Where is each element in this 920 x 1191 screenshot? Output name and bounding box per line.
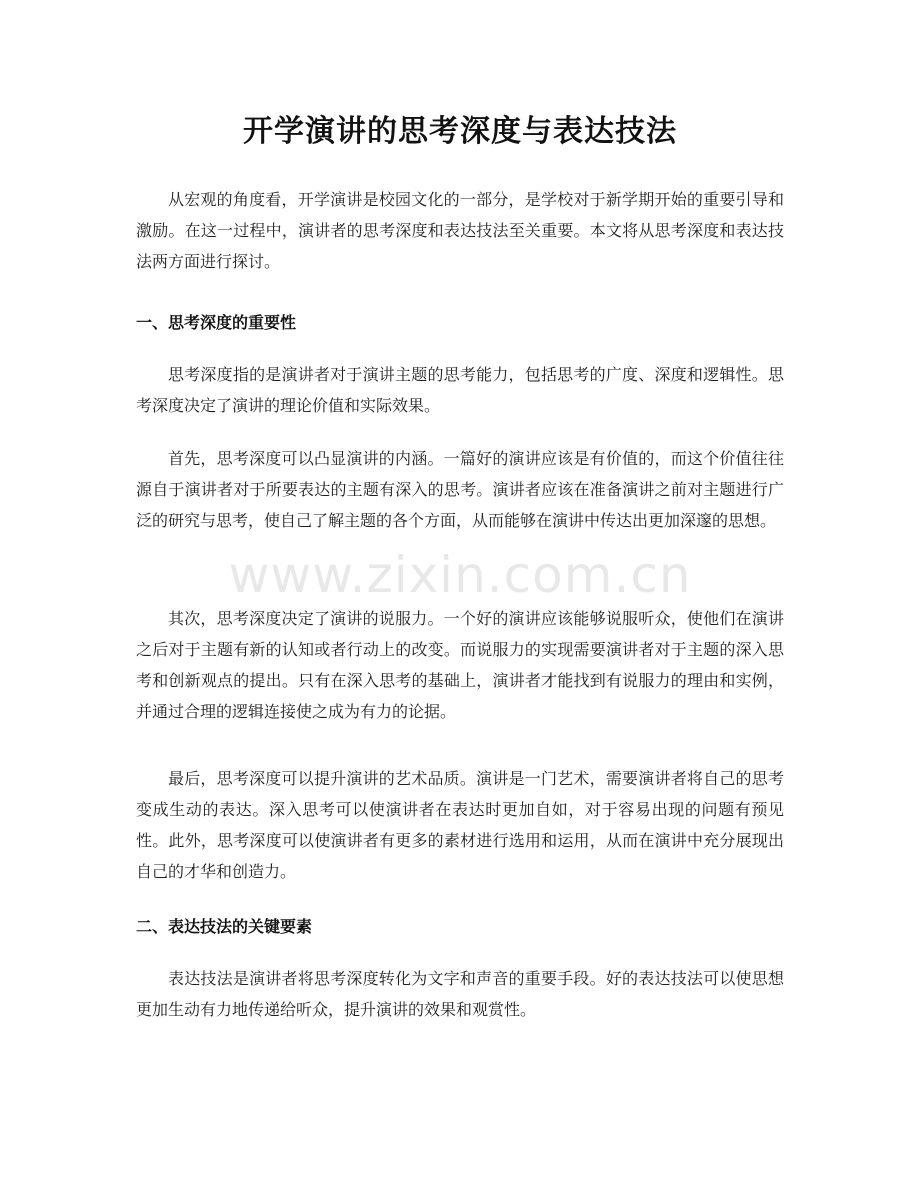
section1-paragraph-3: 其次，思考深度决定了演讲的说服力。一个好的演讲应该能够说服听众，使他们在演讲之后对于主题有新的认知或者行动上的改变。而说服力的实现需要演讲者对于主题的深入思考和创新观点的提出。只有在深入思考的基础上，演讲者才能找到有说服力的理由和实例，并通过合理的逻辑连接使之成为有力的论据。	[136, 609, 784, 721]
section-heading-1: 一、思考深度的重要性	[136, 313, 297, 332]
section1-paragraph-2: 首先，思考深度可以凸显演讲的内涵。一篇好的演讲应该是有价值的，而这个价值往往源自于演讲者对于所要表达的主题有深入的思考。演讲者应该在准备演讲之前对主题进行广泛的研究与思考，使自己了解主题的各个方面，从而能够在演讲中传达出更加深邃的思想。	[136, 449, 784, 530]
section-heading-2: 二、表达技法的关键要素	[136, 917, 313, 936]
watermark-text: www.zixin.com.cn	[228, 546, 692, 604]
section2-paragraph-1: 表达技法是演讲者将思考深度转化为文字和声音的重要手段。好的表达技法可以使思想更加生动有力地传递给听众，提升演讲的效果和观赏性。	[136, 969, 784, 1019]
page-title: 开学演讲的思考深度与表达技法	[243, 114, 677, 149]
intro-paragraph: 从宏观的角度看，开学演讲是校园文化的一部分，是学校对于新学期开始的重要引导和激励。在这一过程中，演讲者的思考深度和表达技法至关重要。本文将从思考深度和表达技法两方面进行探讨。	[136, 190, 784, 271]
section1-paragraph-1: 思考深度指的是演讲者对于演讲主题的思考能力，包括思考的广度、深度和逻辑性。思考深度决定了演讲的理论价值和实际效果。	[136, 365, 784, 415]
section1-paragraph-4: 最后，思考深度可以提升演讲的艺术品质。演讲是一门艺术，需要演讲者将自己的思考变成生动的表达。深入思考可以使演讲者在表达时更加自如，对于容易出现的问题有预见性。此外，思考深度可以使演讲者有更多的素材进行选用和运用，从而在演讲中充分展现出自己的才华和创造力。	[136, 769, 784, 881]
